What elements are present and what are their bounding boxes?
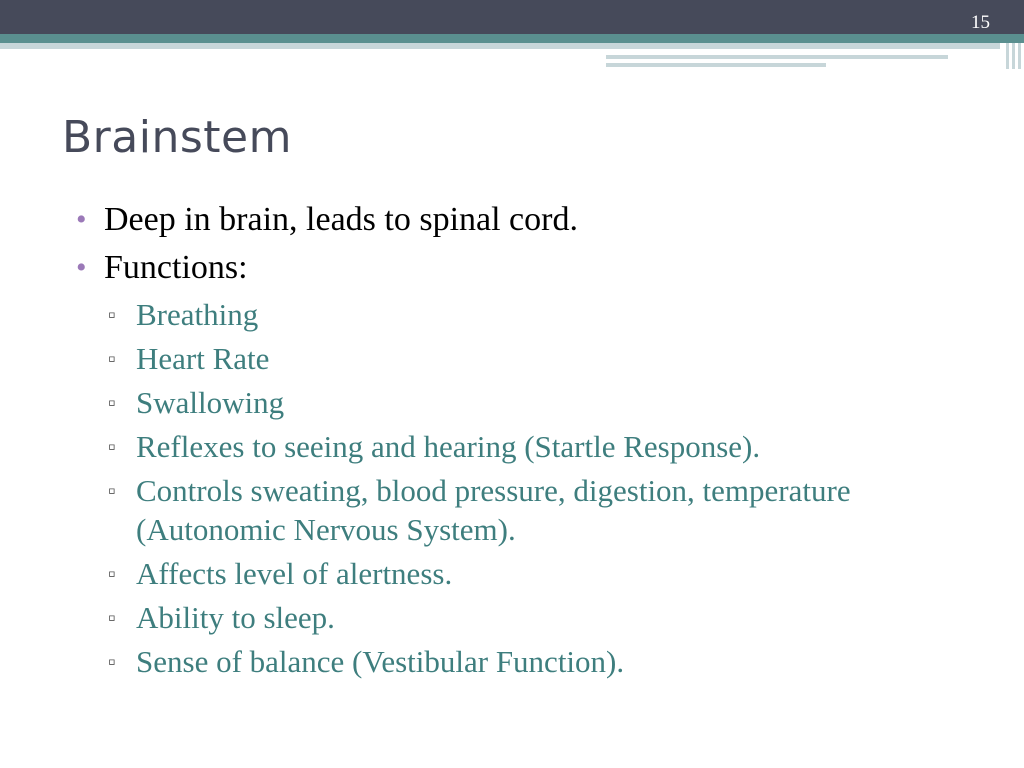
- sub-bullet-text: Reflexes to seeing and hearing (Startle Response).: [136, 429, 761, 464]
- header-vertical-bar: [1006, 43, 1009, 69]
- sub-bullet-text: Controls sweating, blood pressure, digestion, temperature (Autonomic Nervous System).: [136, 473, 851, 547]
- bullet-text: Functions:: [104, 249, 248, 286]
- bullet-text: Deep in brain, leads to spinal cord.: [104, 201, 578, 238]
- header-accent-line: [606, 55, 948, 59]
- sub-bullet-item: [0, 471, 896, 549]
- sub-bullet-item: [0, 383, 896, 422]
- sub-bullet-text: Ability to sleep.: [136, 600, 335, 635]
- sub-bullet-text: Swallowing: [136, 385, 285, 420]
- sub-bullet-item: [0, 339, 896, 378]
- sub-bullet-item: [0, 554, 896, 593]
- sub-bullet-text: Sense of balance (Vestibular Function).: [136, 644, 625, 679]
- square-bullet-icon: ▫: [108, 649, 116, 674]
- sub-bullet-item: [0, 598, 896, 637]
- square-bullet-icon: ▫: [108, 390, 116, 415]
- page-number: 15: [971, 12, 990, 33]
- header-vertical-bar: [1012, 43, 1015, 69]
- square-bullet-icon: ▫: [108, 478, 116, 503]
- sub-bullet-item: [0, 642, 896, 681]
- header-vertical-bar: [1018, 43, 1021, 69]
- header-dark-band: [0, 0, 1024, 34]
- bullet-dot-icon: •: [76, 251, 87, 284]
- bullet-dot-icon: •: [76, 203, 87, 236]
- bullet-item: [0, 196, 1000, 244]
- bullet-item: [0, 244, 1000, 292]
- square-bullet-icon: ▫: [108, 302, 116, 327]
- sub-bullet-text: Breathing: [136, 297, 259, 332]
- square-bullet-icon: ▫: [108, 346, 116, 371]
- functions-list: [0, 295, 1000, 681]
- header-pale-band: [0, 43, 1000, 49]
- square-bullet-icon: ▫: [108, 434, 116, 459]
- sub-bullet-text: Affects level of alertness.: [136, 556, 453, 591]
- slide-title: Brainstem: [62, 112, 292, 163]
- square-bullet-icon: ▫: [108, 561, 116, 586]
- square-bullet-icon: ▫: [108, 605, 116, 630]
- sub-bullet-item: [0, 295, 896, 334]
- sub-bullet-item: [0, 427, 896, 466]
- header-teal-band: [0, 34, 1024, 43]
- slide-content: [0, 196, 1000, 686]
- sub-bullet-text: Heart Rate: [136, 341, 270, 376]
- header-accent-line: [606, 63, 826, 67]
